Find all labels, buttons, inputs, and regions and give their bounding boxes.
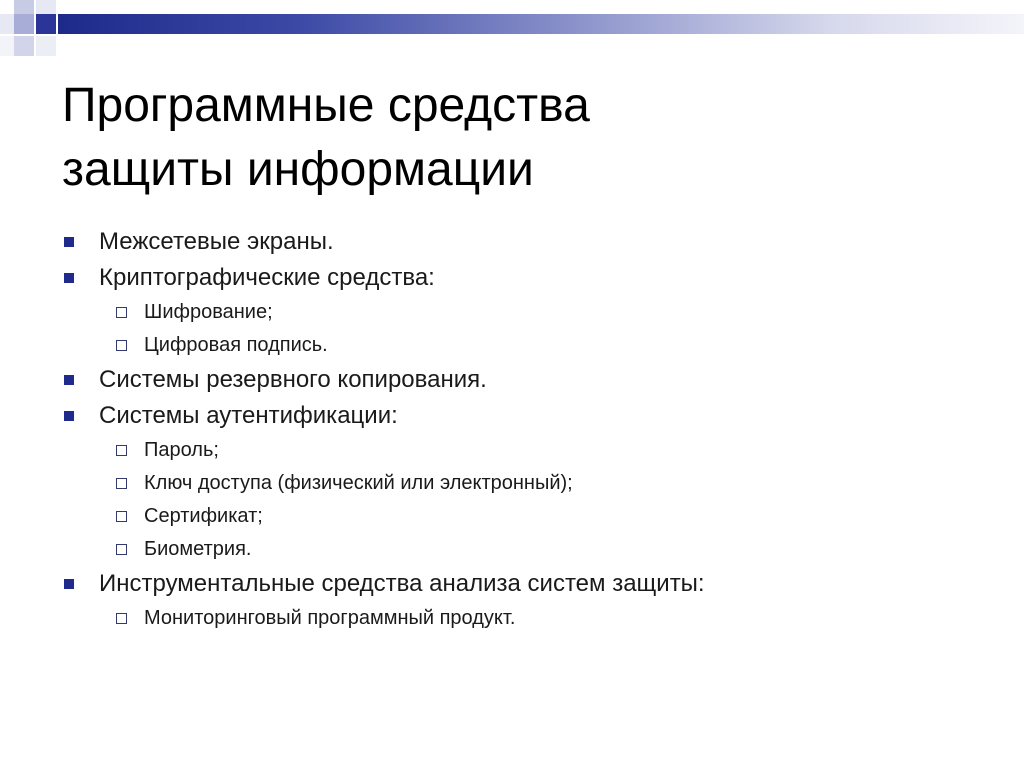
hollow-square-icon bbox=[116, 544, 127, 555]
square-bullet-icon bbox=[64, 237, 74, 247]
decor-square bbox=[0, 36, 14, 56]
header-gradient-bar bbox=[58, 14, 1024, 34]
list-item-text: Инструментальные средства анализа систем защиты: bbox=[99, 570, 705, 597]
sub-item-text: Пароль; bbox=[144, 439, 219, 461]
sub-list-item bbox=[62, 602, 982, 635]
square-bullet-icon bbox=[64, 273, 74, 283]
list-item bbox=[62, 362, 982, 398]
square-bullet-icon bbox=[64, 411, 74, 421]
square-bullet-icon bbox=[64, 375, 74, 385]
hollow-square-icon bbox=[116, 613, 127, 624]
decor-square bbox=[0, 14, 14, 34]
title-line-1: Программные средства bbox=[62, 79, 590, 132]
decor-square bbox=[14, 14, 34, 34]
sub-list-item bbox=[62, 296, 982, 329]
list-item bbox=[62, 398, 982, 434]
sub-list-item bbox=[62, 533, 982, 566]
hollow-square-icon bbox=[116, 445, 127, 456]
list-item-text: Системы аутентификации: bbox=[99, 402, 398, 429]
sub-list-item bbox=[62, 434, 982, 467]
sub-list-item bbox=[62, 329, 982, 362]
sub-item-text: Шифрование; bbox=[144, 301, 273, 323]
sub-item-text: Сертификат; bbox=[144, 505, 263, 527]
hollow-square-icon bbox=[116, 511, 127, 522]
hollow-square-icon bbox=[116, 478, 127, 489]
bullet-list bbox=[62, 224, 982, 635]
list-item-text: Криптографические средства: bbox=[99, 264, 435, 291]
square-bullet-icon bbox=[64, 579, 74, 589]
list-item bbox=[62, 224, 982, 260]
list-item-text: Межсетевые экраны. bbox=[99, 228, 334, 255]
decor-square bbox=[14, 0, 34, 14]
decor-square bbox=[14, 36, 34, 56]
hollow-square-icon bbox=[116, 340, 127, 351]
list-item-text: Системы резервного копирования. bbox=[99, 366, 487, 393]
list-item bbox=[62, 566, 982, 602]
sub-item-text: Биометрия. bbox=[144, 538, 252, 560]
decor-square bbox=[36, 14, 56, 34]
sub-item-text: Ключ доступа (физический или электронный); bbox=[144, 472, 573, 494]
slide-title bbox=[62, 74, 962, 202]
list-item bbox=[62, 260, 982, 296]
sub-list-item bbox=[62, 500, 982, 533]
sub-item-text: Цифровая подпись. bbox=[144, 334, 328, 356]
decor-square bbox=[36, 36, 56, 56]
hollow-square-icon bbox=[116, 307, 127, 318]
sub-item-text: Мониторинговый программный продукт. bbox=[144, 607, 516, 629]
sub-list-item bbox=[62, 467, 982, 500]
title-line-2: защиты информации bbox=[62, 143, 534, 196]
decor-square bbox=[36, 0, 56, 14]
